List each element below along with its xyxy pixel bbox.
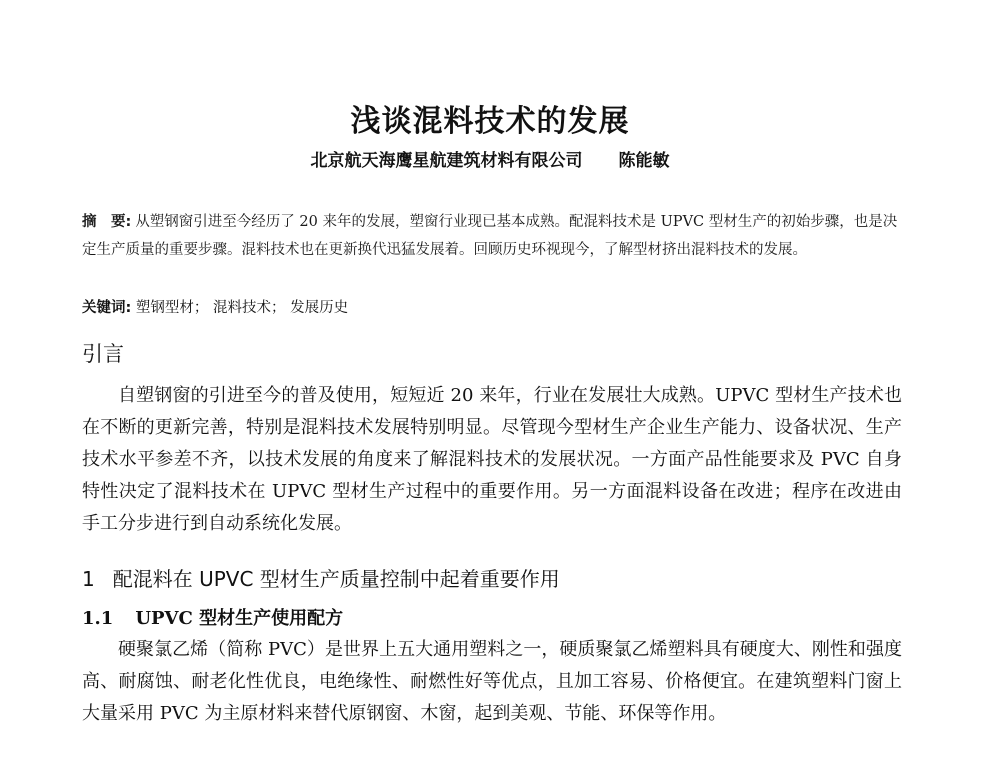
section-1-1-paragraph: 硬聚氯乙烯（简称 PVC）是世界上五大通用塑料之一，硬质聚氯乙烯塑料具有硬度大、刚性和强度高、耐腐蚀、耐老化性优良，电绝缘性、耐燃性好等优点，且加工容易、价格便宜。在建筑塑料门窗上大量采用 PVC 为主原材料来替代原钢窗、木窗，起到美观、节能、环保等作用。 [82, 639, 902, 724]
author-name: 陈能敏 [618, 151, 670, 171]
section-title: 配混料在 UPVC 型材生产质量控制中起着重要作用 [112, 567, 560, 591]
abstract-text: 从塑钢窗引进至今经历了 20 来年的发展，塑窗行业现已基本成熟。配混料技术是 UPVC 型材生产的初始步骤，也是决定生产质量的重要步骤。混料技术也在更新换代迅猛发展着。回顾历史环视现今，了解型材挤出混料技术的发展。 [82, 214, 898, 258]
section-1-heading [82, 563, 560, 592]
keyword-item: 塑钢型材； [135, 300, 209, 316]
keywords [82, 294, 348, 322]
article-title: 浅谈混料技术的发展 [350, 104, 630, 139]
keyword-item: 混料技术； [213, 300, 286, 316]
intro-paragraph: 自塑钢窗的引进至今的普及使用，短短近 20 来年，行业在发展壮大成熟。UPVC 型材生产技术也在不断的更新完善，特别是混料技术发展特别明显。尽管现今型材生产企业生产能力、设备状况、生产技术水平参差不齐，以技术发展的角度来了解混料技术的发展状况。一方面产品性能要求及 PVC 自身特性决定了混料技术在 UPVC 型材生产过程中的重要作用。另一方面混料设备在改进；程序在改进由手工分步进行到自动系统化发展。 [82, 385, 902, 534]
section-1-1-heading [82, 604, 343, 630]
abstract-label: 摘 要: [82, 214, 132, 230]
section-number: 1 [82, 567, 95, 591]
keywords-label: 关键词: [82, 300, 132, 316]
affiliation: 北京航天海鹰星航建筑材料有限公司 [310, 151, 583, 171]
abstract [82, 208, 902, 264]
intro-heading: 引言 [82, 342, 124, 366]
subsection-number: 1.1 [82, 608, 114, 629]
byline [0, 146, 980, 171]
keyword-item: 发展历史 [290, 300, 349, 316]
subsection-title: UPVC 型材生产使用配方 [135, 608, 344, 629]
